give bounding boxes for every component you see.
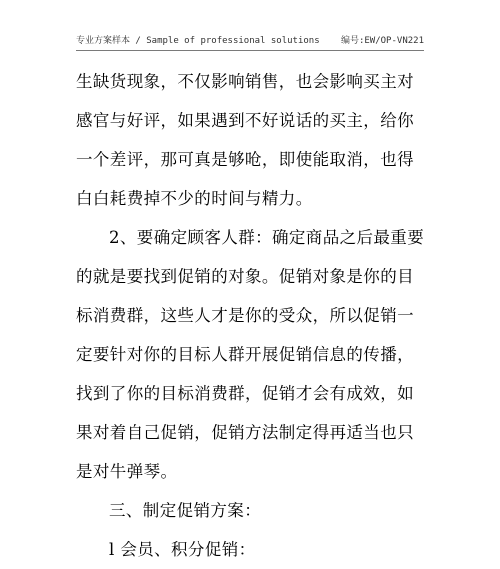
- paragraph-line: 找到了你的目标消费群，促销才会有成效，如: [76, 384, 414, 403]
- paragraph-line: 是对牛弹琴。: [76, 462, 178, 481]
- document-number: 编号:EW/OP-VN221: [340, 36, 424, 46]
- paragraph-line: 一个差评，那可真是够呛，即使能取消，也得: [76, 150, 414, 169]
- document-body: [76, 62, 426, 569]
- paragraph-line: 感官与好评，如果遇到不好说话的买主，给你: [76, 111, 414, 130]
- page-header: [76, 30, 424, 51]
- paragraph-line: 生缺货现象，不仅影响销售，也会影响买主对: [76, 72, 414, 91]
- paragraph-line: 标消费群，这些人才是你的受众，所以促销一: [76, 306, 414, 325]
- paragraph-line: 定要针对你的目标人群开展促销信息的传播，: [76, 345, 414, 364]
- paragraph-line: 白白耗费掉不少的时间与精力。: [76, 189, 313, 208]
- section-heading: 三、制定促销方案：: [109, 501, 262, 520]
- paragraph-line: 的就是要找到促销的对象。促销对象是你的目: [76, 267, 414, 286]
- list-item: l 会员、积分促销：: [109, 540, 256, 559]
- paragraph-line: 2、要确定顾客人群：确定商品之后最重要: [109, 228, 425, 247]
- header-title: 专业方案样本 / Sample of professional solutions: [76, 36, 320, 46]
- paragraph-line: 果对着自己促销，促销方法制定得再适当也只: [76, 423, 414, 442]
